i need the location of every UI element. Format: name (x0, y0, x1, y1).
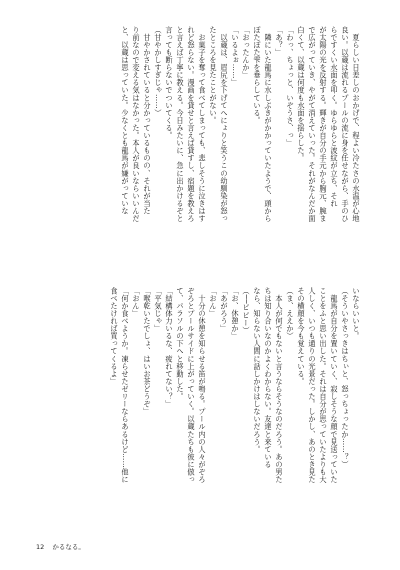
running-title: かるなる。 (52, 543, 85, 551)
folio (36, 542, 85, 551)
upper-text-column: 夏らしい日差しのおかげで、程よい冷たさの水温が心地 良い。以蔵は流れるプールの流に身を任せながら、手のひ らですくい水面を叩く。ゆらゆらと波紋が立ち、それ が太陽の光を反射する。輝きが自分の手元から胸元、腕ま で広がっていき、やがて消えていった。それがなんだか面 白くて、以蔵は何度も水面を揺らした。 「わっ、ちょっと、いぞうさ、っ」 「あ？」 隣にいた龍馬に水しぶきがかかっていたようで、頭から ぽたぽた雫を垂らしている。 「おったんか」 「いるよぉ……」 以蔵は、眉尻を下げてへにょりと笑うこの幼馴染が怒っ たところを見たことがない。 お菓子を奪って食べてしまっても、悲しそうに泣きはす れど怒らない。漫画を貸せと言えば貸すし、宿題を教えろ と言えば丁寧に教える。今日みたいに、急に出かけるぞと 言っても断らないでついてくる。 （甘やかしすぎじゃ……） 甘やかされていると分かっているものの、それが当た り前なので変える気はなかった。本人が良いならいいんだ と、以蔵は思っていた。少なくとも龍馬が嫌がっていな (121, 26, 361, 223)
lower-text-column: いならいいと。 （そういやさっきはちぃと、怒っちょったか……？） 龍馬が自分を置いていく、寂しそうな顔で見送っていた ことをふと思い出した。それは自分が思っていたよりも大 人しく、いつも通りの光景だった。しかし、あのとき見た その横顔を今も覚えている。 （ま、ええか） 本人が何でもないと言うならそうなのだろう。あの男た ちは知り合いなのかよくわからない。友達と来ている なら、知らない人間に話しかけはしないだろう。 （──ピピー） 「お、休憩か」 「あがろう」 「おん」 十分の休憩を知らせる笛が鳴る。プール内の人々がぞろ ぞろとプールサイドに上がっていく。以蔵たちも彼に倣っ て、パラソルの下へと移動した。 「結構体力いるな、疲れてない？」 「平気じゃ」 「喉乾いたでしょ、はいお茶どうぞ」 「おん」 「何か食べようか。凍らせたゼリーならあるけど……他に 食べたければ買ってくるよ」 (110, 287, 361, 484)
page-number: 12 (36, 543, 45, 551)
